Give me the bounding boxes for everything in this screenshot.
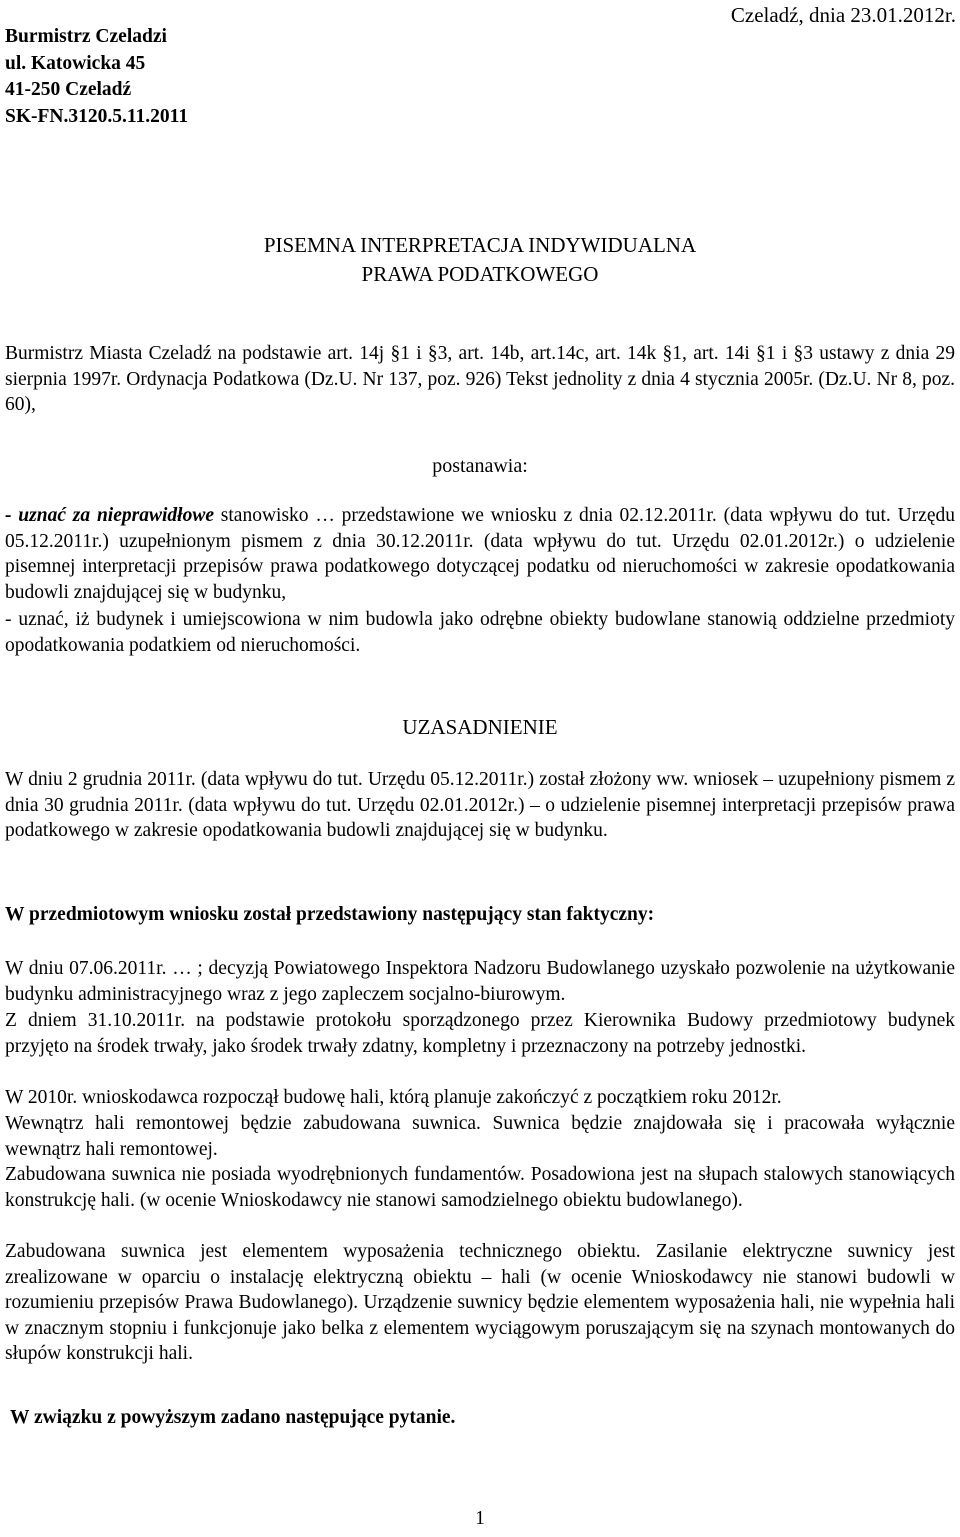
fact-paragraph-3: W 2010r. wnioskodawca rozpoczął budowę hali, którą planuje zakończyć z początkiem roku 2012r.: [5, 1087, 782, 1108]
sender-address-block: [5, 24, 188, 130]
decision-item-2: - uznać, iż budynek i umiejscowiona w nim budowla jako odrębne obiekty budowlane stanowią oddzielne przedmioty opodatkowania podatkiem od nieruchomości.: [5, 609, 955, 656]
page-number: 1: [475, 1508, 485, 1529]
decision-item-1-text: stanowisko … przedstawione we wniosku z dnia 02.12.2011r. (data wpływu do tut. Urzędu 05.12.2011r.) uzupełnionym pismem z dnia 30.12.2011r. (data wpływu do tut. Urzędu 02.01.2012r.) o udzielenie pisemnej interpretacji przepisów prawa podatkowego dotyczącej podatku od nieruchomości w zakresie opodatkowania budowli znajdującej się w budynku,: [5, 505, 955, 603]
sender-street: ul. Katowicka 45: [5, 52, 146, 74]
decision-item-1-lead: - uznać za nieprawidłowe: [5, 505, 214, 526]
fact-paragraph-2: Z dniem 31.10.2011r. na podstawie protokołu sporządzonego przez Kierownika Budowy przedmiotowy budynek przyjęto na środek trwały, jako środek trwały zdatny, kompletny i przeznaczony na potrzeby jednostki.: [5, 1010, 955, 1057]
title-line-2: PRAWA PODATKOWEGO: [361, 262, 599, 286]
fact-paragraph-5: Zabudowana suwnica nie posiada wyodrębnionych fundamentów. Posadowiona jest na słupach stalowych stanowiących konstrukcję hali. (w ocenie Wnioskodawcy nie stanowi samodzielnego obiektu budowlanego).: [5, 1164, 955, 1211]
question-heading: W związku z powyższym zadano następujące pytanie.: [10, 1407, 456, 1428]
facts-heading: W przedmiotowym wniosku został przedstawiony następujący stan faktyczny:: [5, 904, 655, 925]
fact-paragraph-1: W dniu 07.06.2011r. … ; decyzją Powiatowego Inspektora Nadzoru Budowlanego uzyskało pozwolenie na użytkowanie budynku administracyjnego wraz z jego zapleczem socjalno-biurowym.: [5, 958, 955, 1005]
postanawia-heading: postanawia:: [432, 455, 528, 477]
decision-item-1: [5, 503, 955, 605]
fact-paragraph-4: Wewnątrz hali remontowej będzie zabudowana suwnica. Suwnica będzie znajdowała się i pracowała wyłącznie wewnątrz hali remontowej.: [5, 1113, 955, 1160]
fact-paragraph-6: Zabudowana suwnica jest elementem wyposażenia technicznego obiektu. Zasilanie elektryczne suwnicy jest zrealizowane w oparciu o instalację elektryczną obiektu – hali (w ocenie Wnioskodawcy nie stanowi budowli w rozumieniu przepisów Prawa Budowlanego). Urządzenie suwnicy będzie elementem wyposażenia hali, nie wypełnia hali w znacznym stopniu i funkcjonuje jako belka z elementem wyciągowym poruszającym się na szynach montowanych do słupów konstrukcji hali.: [5, 1241, 955, 1364]
uzasadnienie-heading: UZASADNIENIE: [402, 715, 558, 739]
title-line-1: PISEMNA INTERPRETACJA INDYWIDUALNA: [263, 233, 697, 257]
document-date: Czeladź, dnia 23.01.2012r.: [730, 3, 956, 27]
uzasadnienie-paragraph: W dniu 2 grudnia 2011r. (data wpływu do tut. Urzędu 05.12.2011r.) został złożony ww. wniosek – uzupełniony pismem z dnia 30 grudnia 2011r. (data wpływu do tut. Urzędu 02.01.2012r.) – o udzielenie pisemnej interpretacji przepisów prawa podatkowego w zakresie opodatkowania budowli znajdującej się w budynku.: [5, 769, 955, 841]
intro-paragraph: Burmistrz Miasta Czeladź na podstawie art. 14j §1 i §3, art. 14b, art.14c, art. 14k §1, art. 14i §1 i §3 ustawy z dnia 29 sierpnia 1997r. Ordynacja Podatkowa (Dz.U. Nr 137, poz. 926) Tekst jednolity z dnia 4 stycznia 2005r. (Dz.U. Nr 8, poz. 60),: [5, 343, 955, 415]
case-reference: SK-FN.3120.5.11.2011: [5, 105, 189, 127]
sender-name: Burmistrz Czeladzi: [5, 26, 167, 47]
document-title: [0, 231, 960, 289]
sender-city: 41-250 Czeladź: [5, 79, 132, 100]
